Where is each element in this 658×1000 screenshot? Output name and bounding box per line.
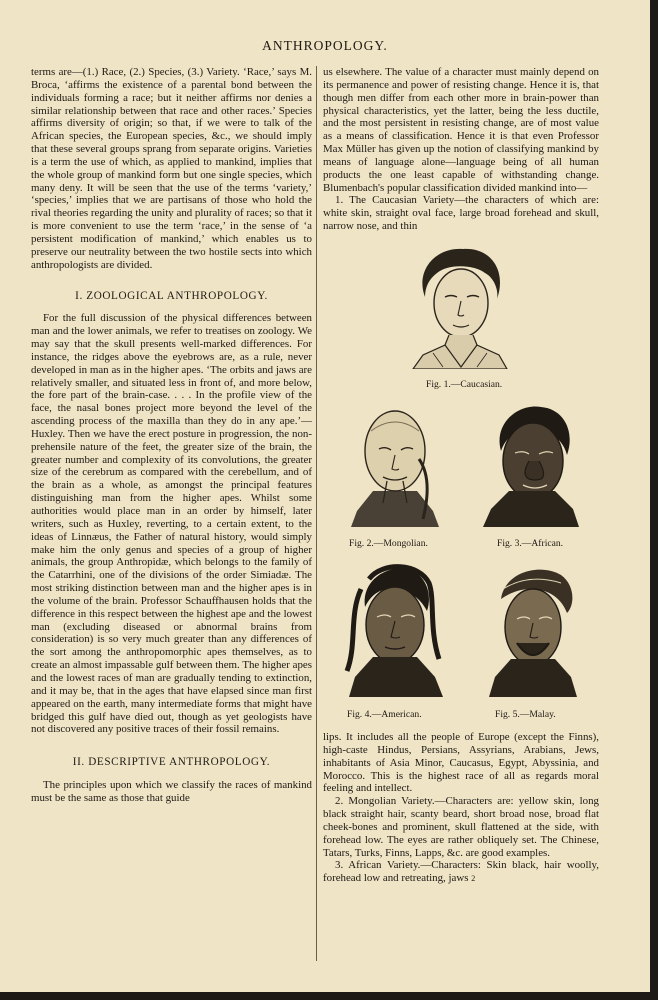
heading-descriptive: II. DESCRIPTIVE ANTHROPOLOGY. (72, 756, 271, 769)
signature-mark: 2 (471, 874, 476, 884)
figure-plate (323, 241, 599, 731)
right-paragraph-1: us elsewhere. The value of a character must mainly depend on its permanence and power of resisting change. Hence it is, that though men differ from each other more in brain-power than physical characteristics, yet the latter, being the less ductile, and the most persistent in resisting change, are of most value as a means of classification. Hence it is that even Professor Max Müller has given up the notion of classifying mankind by means of language alone—language being of all human products the one least capable of withstanding change. Blumenbach's popular classification divided mankind into— (323, 66, 599, 194)
right-paragraph-4: 2. Mongolian Variety.—Characters are: yellow skin, long black straight hair, scanty beard, short broad nose, broad flat cheek-bones and prominent, skull flattened at the side, with forehead low. The eyes are rather obliquely set. The Chinese, Tatars, Turks, Finns, Lapps, &c. are good examples. (323, 795, 599, 859)
caucasian-portrait-illustration (405, 241, 515, 369)
fig3-caption: Fig. 3.—African. (497, 537, 564, 549)
left-paragraph-3: The principles upon which we classify the races of mankind must be the same as those that guide (31, 779, 312, 804)
right-paragraph-2: 1. The Caucasian Variety—the characters of which are: white skin, straight oval face, large broad forehead and skull, narrow nose, and thin (323, 194, 599, 233)
column-rule (316, 66, 317, 961)
left-paragraph-1: terms are—(1.) Race, (2.) Species, (3.) Variety. ‘Race,’ says M. Broca, ‘affirms the existence of a parental bond between the individuals forming a race; but it neither affirms nor denies a similar relationship between that race and other races.’ Species affirms diversity of origin; so that, if we were to talk of the African species, the European species, &c., we should imply that these several groups sprang from separate origins. Varieties is a term the use of which, as applied to mankind, implies that the whole group of mankind form but one single species, which many deny. It will be seen that the use of the terms ‘variety,’ ‘species,’ implies that we are partisans of those who hold the rival theories regarding the unity and plurality of races; so that it is more convenient to use the term ‘race,’ in the sense of ‘a persistent modification of mankind,’ which enables us to preserve our neutrality between the two hostile sects into which anthropologists are divided. (31, 66, 312, 271)
american-portrait-illustration (339, 559, 449, 697)
mongolian-portrait-illustration (347, 399, 443, 527)
heading-zoological: I. ZOOLOGICAL ANTHROPOLOGY. (75, 289, 268, 302)
page-edge-right (650, 0, 658, 1000)
fig5-caption: Fig. 5.—Malay. (495, 708, 556, 720)
fig4-caption: Fig. 4.—American. (347, 708, 422, 720)
right-paragraph-5 (323, 859, 599, 886)
african-portrait-illustration (479, 399, 583, 527)
left-column (31, 66, 312, 805)
left-paragraph-2: For the full discussion of the physical differences between man and the lower animals, we refer to treatises on zoology. We may say that the skull presents well-marked differences. For instance, the ridges above the eyebrows are, as a rule, never developed in man as in the higher apes. ‘The orbits and jaws are relatively smaller, and situated less in front of, and more below, the fore part of the brain-case. . . . In the profile view of the face, the nasal bones project more beyond the level of the ascending process of the maxilla than they do in any ape.’—Huxley. Then we have the erect posture in progression, the non-prehensile nature of the feet, the greater size of the brain, the greater number and complexity of its convolutions, the greater size of the cerebrum as compared with the cerebellum, and of the brain as a whole, as amongst the principal features distinguishing man from the higher apes. Whilst some authorities would place man in an order by himself, later writers, such as Huxley, reverting, to a certain extent, to the ideas of Linnæus, the Father of natural history, would simply make him the only genus and species of a group of higher animals, the group Anthropidæ, which belongs to the family of the Catarrhini, one of the divisions of the order Simiadæ. The most striking distinction between man and the higher apes is in the volume of the brain. Professor Schauffhausen holds that the difference in this respect between the highest ape and the lowest man (excluding diseased or abnormal brains from consideration) is so very much greater than any differences of the sort among the anthropomorphic apes themselves, as to create an almost impassable gulf between them. The higher apes and the lowest races of man are gradually tending to extinction, and it may be, that in the ages that have elapsed since man first appeared on the earth, many intermediate forms that might have bridged this gulf have died out, though as yet geologists have not discovered any positive traces of their fossil remains. (31, 312, 312, 736)
running-head: ANTHROPOLOGY. (262, 38, 388, 53)
fig2-caption: Fig. 2.—Mongolian. (349, 537, 428, 549)
right-paragraph-3: lips. It includes all the people of Europe (except the Finns), high-caste Hindus, Persians, Assyrians, Arabians, Jews, inhabitants of Asia Minor, Caucasus, Egypt, Abyssinia, and Morocco. This is the highest race of all as regards moral feeling and intellect. (323, 730, 599, 795)
fig1-caption: Fig. 1.—Caucasian. (426, 378, 503, 390)
malay-portrait-illustration (481, 559, 581, 697)
right-paragraph-5-text: 3. African Variety.—Characters: Skin black, hair woolly, forehead low and retreating, jaws (323, 859, 599, 885)
page-edge-bottom (0, 992, 658, 1000)
right-column (323, 66, 599, 886)
